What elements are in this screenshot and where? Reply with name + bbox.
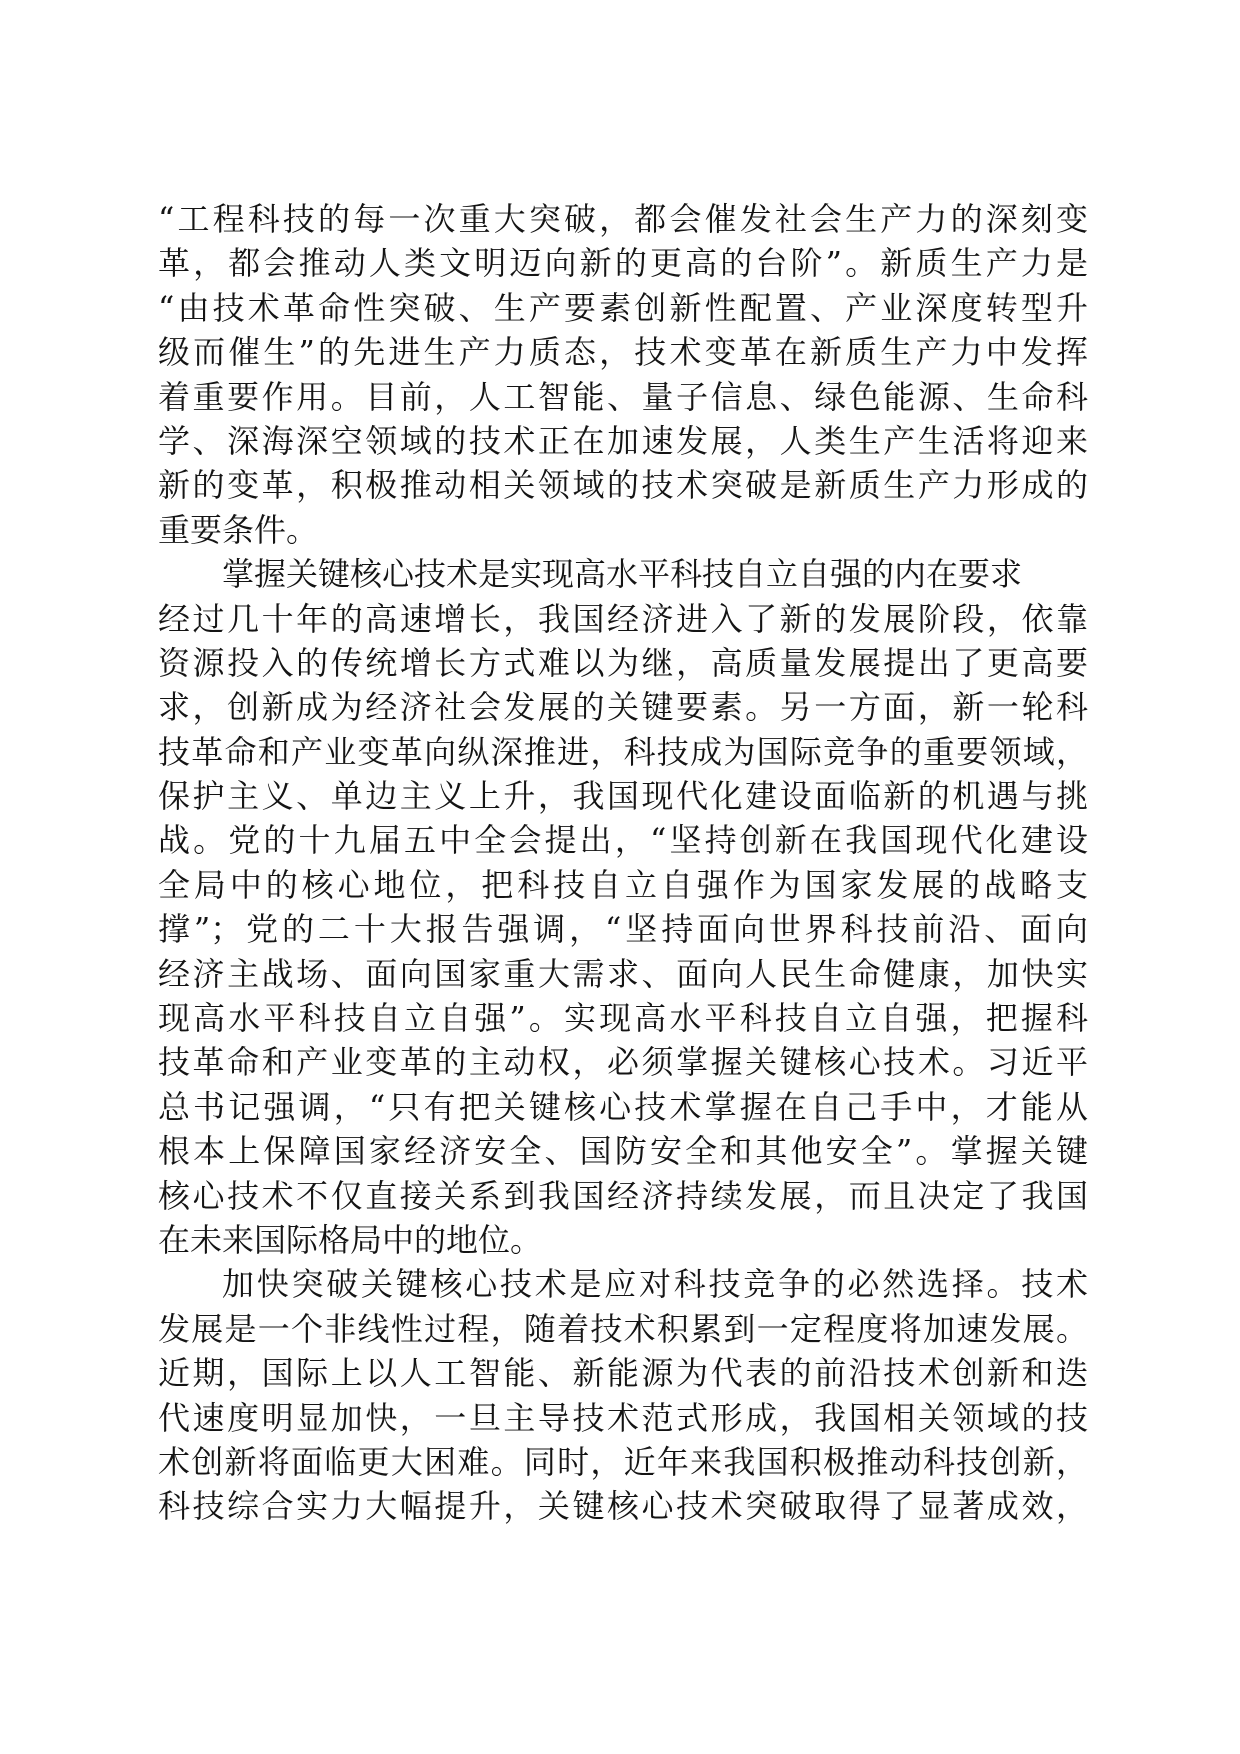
text-line: “工程科技的每一次重大突破，都会催发社会生产力的深刻变 (158, 200, 1088, 238)
text-line: 总书记强调，“只有把关键核心技术掌握在自己手中，才能从 (158, 1087, 1088, 1126)
paragraph-3 (158, 1262, 1088, 1528)
text-line: 经济主战场、面向国家重大需求、面向人民生命健康，加快实 (158, 954, 1088, 993)
text-line: 新的变革，积极推动相关领域的技术突破是新质生产力形成的 (158, 466, 1088, 505)
text-line: 学、深海深空领域的技术正在加速发展，人类生产生活将迎来 (158, 421, 1088, 460)
text-line: 革，都会推动人类文明迈向新的更高的台阶”。新质生产力是 (158, 244, 1088, 283)
text-line: 现高水平科技自立自强”。实现高水平科技自立自强，把握科 (158, 999, 1088, 1038)
text-line: “由技术革命性突破、生产要素创新性配置、产业深度转型升 (158, 288, 1088, 327)
body-text (158, 197, 1088, 1529)
text-line: 术创新将面临更大困难。同时，近年来我国积极推动科技创新， (158, 1442, 1088, 1481)
text-line: 核心技术不仅直接关系到我国经济持续发展，而且决定了我国 (158, 1176, 1088, 1215)
text-line: 加快突破关键核心技术是应对科技竞争的必然选择。技术 (222, 1265, 1088, 1304)
text-line: 经过几十年的高速增长，我国经济进入了新的发展阶段，依靠 (158, 599, 1088, 638)
text-line: 在未来国际格局中的地位。 (158, 1220, 543, 1259)
paragraph-2 (158, 552, 1088, 1262)
paragraph-heading-line: 掌握关键核心技术是实现高水平科技自立自强的内在要求 (222, 555, 1023, 594)
text-line: 着重要作用。目前，人工智能、量子信息、绿色能源、生命科 (158, 377, 1088, 416)
text-line: 求，创新成为经济社会发展的关键要素。另一方面，新一轮科 (158, 688, 1088, 727)
text-line: 根本上保障国家经济安全、国防安全和其他安全”。掌握关键 (158, 1132, 1088, 1171)
text-line: 撑”；党的二十大报告强调，“坚持面向世界科技前沿、面向 (158, 910, 1088, 949)
text-line: 全局中的核心地位，把科技自立自强作为国家发展的战略支 (158, 865, 1088, 904)
text-line: 保护主义、单边主义上升，我国现代化建设面临新的机遇与挑 (158, 777, 1088, 816)
text-line: 技革命和产业变革的主动权，必须掌握关键核心技术。习近平 (158, 1043, 1088, 1082)
text-line: 战。党的十九届五中全会提出，“坚持创新在我国现代化建设 (158, 821, 1088, 860)
paragraph-1 (158, 197, 1088, 552)
text-line: 资源投入的传统增长方式难以为继，高质量发展提出了更高要 (158, 643, 1088, 682)
text-line: 近期，国际上以人工智能、新能源为代表的前沿技术创新和迭 (158, 1354, 1088, 1393)
text-line: 科技综合实力大幅提升，关键核心技术突破取得了显著成效， (158, 1487, 1088, 1526)
text-line: 重要条件。 (158, 510, 319, 549)
text-line: 技革命和产业变革向纵深推进，科技成为国际竞争的重要领域， (158, 732, 1088, 771)
text-line: 发展是一个非线性过程，随着技术积累到一定程度将加速发展。 (158, 1309, 1088, 1348)
text-line: 级而催生”的先进生产力质态，技术变革在新质生产力中发挥 (158, 333, 1088, 372)
text-line: 代速度明显加快，一旦主导技术范式形成，我国相关领域的技 (158, 1398, 1088, 1437)
